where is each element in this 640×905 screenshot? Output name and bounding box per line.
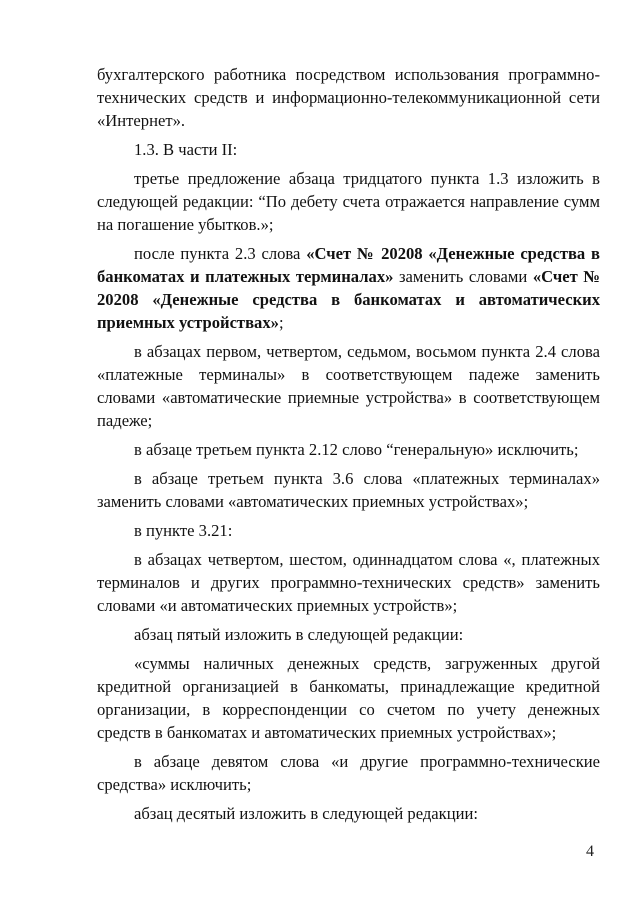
paragraph-bold-text: «Счет № 20208 «Денежные средства в банкоматах и платежных терминалах» — [97, 244, 600, 286]
paragraph-text: после пункта 2.3 слова — [134, 244, 307, 263]
paragraph-quoted — [97, 652, 600, 744]
page-number: 4 — [586, 843, 594, 860]
paragraph-text: в абзаце третьем пункта 2.12 слово “генеральную» исключить; — [134, 440, 579, 459]
paragraph-section-heading — [97, 138, 600, 161]
paragraph-text: в пункте 3.21: — [134, 521, 233, 540]
paragraph-text: заменить словами — [393, 267, 533, 286]
paragraph-continuation — [97, 63, 600, 132]
paragraph — [97, 438, 600, 461]
paragraph-text: в абзаце девятом слова «и другие программно-технические средства» исключить; — [97, 752, 600, 794]
paragraph-text: абзац пятый изложить в следующей редакции: — [134, 625, 464, 644]
paragraph-text: в абзацах четвертом, шестом, одиннадцатом слова «, платежных терминалов и других программно-технических средств» заменить словами «и автоматических приемных устройств»; — [97, 550, 600, 615]
paragraph-text: «суммы наличных денежных средств, загруженных другой кредитной организацией в банкоматы, принадлежащие кредитной организации, в корреспонденции со счетом по учету денежных средств в банкоматах и автоматических приемных устройствах»; — [97, 654, 600, 742]
paragraph-text: бухгалтерского работника посредством использования программно-технических средств и информационно-телекоммуникационной сети «Интернет». — [97, 65, 600, 130]
paragraph-text: ; — [278, 313, 284, 332]
paragraph-bold-text: «Счет № 20208 «Денежные средства в банкоматах и автоматических приемных устройствах» — [97, 267, 600, 332]
paragraph — [97, 167, 600, 236]
paragraph — [97, 623, 600, 646]
document-body — [97, 63, 600, 831]
paragraph — [97, 548, 600, 617]
paragraph-text: в абзацах первом, четвертом, седьмом, восьмом пункта 2.4 слова «платежные терминалы» в соответствующем падеже заменить словами «автоматические приемные устройства» в соответствующем падеже; — [97, 342, 600, 430]
paragraph — [97, 519, 600, 542]
paragraph-text: третье предложение абзаца тридцатого пункта 1.3 изложить в следующей редакции: “По дебету счета отражается направление сумм на погашение убытков.»; — [97, 169, 600, 234]
paragraph — [97, 802, 600, 825]
paragraph-with-bold — [97, 242, 600, 334]
paragraph-text: 1.3. В части II: — [134, 140, 238, 159]
paragraph-text: в абзаце третьем пункта 3.6 слова «платежных терминалах» заменить словами «автоматических приемных устройствах»; — [97, 469, 600, 511]
paragraph — [97, 340, 600, 432]
paragraph — [97, 467, 600, 513]
paragraph — [97, 750, 600, 796]
paragraph-text: абзац десятый изложить в следующей редакции: — [134, 804, 478, 823]
